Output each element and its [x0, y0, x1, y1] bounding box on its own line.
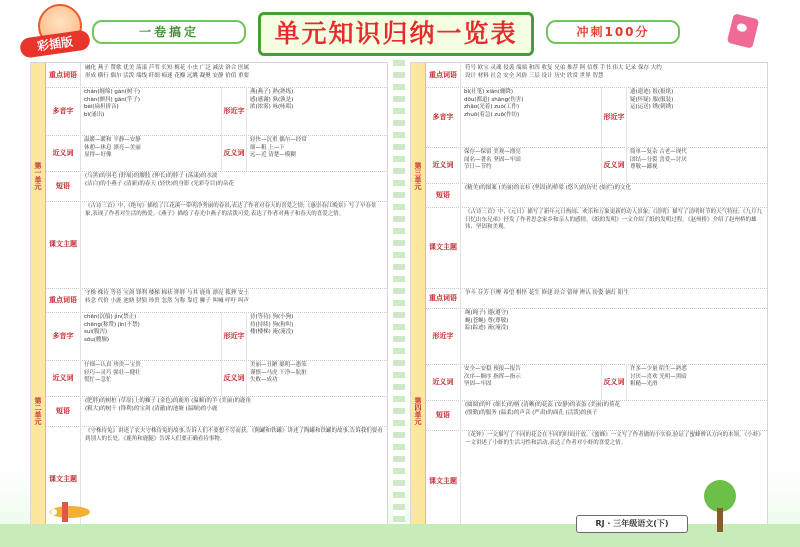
theme-content: 《古诗三首》中,《绝句》描绘了江花溪一带明净秀丽的春景,表达了作者对春天的喜爱之情;《惠崇春江晚景》写了早春景象,表现了作者对生活的热爱。《燕子》描绘了春光中燕子的活泼可爱,表达了作者对燕子和春天的喜爱之情。 — [85, 203, 377, 217]
polyphone-content: chěn(沉船) jìn(禁止) chēng(称赞) jīn(不禁) suì(腹泻) sōu(艘舰) — [84, 314, 140, 343]
phrase-content: (乌黑)的羽毛 (舒展)的腰肢 (伸长)的脖子 (荡漾)的水波 (洁白)的小燕子 (清新)的春天 (轻快)的身影 (光彩夺目)的杂花 — [85, 173, 234, 187]
unit-tab: 第二单元 — [31, 288, 46, 533]
slogan-left: 一卷搞定 — [92, 20, 246, 44]
row-label: 课文主题 — [46, 426, 81, 533]
table-row — [426, 308, 767, 365]
row-label: 多音字 — [46, 87, 81, 135]
unit-tab: 第一单元 — [31, 63, 46, 288]
row-label: 课文主题 — [426, 430, 461, 533]
plane-icon — [40, 500, 100, 524]
key-words: 守株 株待 等待 宝剑 锋利 楼梯 棉袄 胖胖 与其 鹿角 漂亮 狐狸 安土 转念 代价 小鹿 池塘 豺狼 珍贵 忽然 匀称 靠近 狮子 叫喊 呼吁 叫声 — [85, 290, 249, 304]
row-label: 短语 — [46, 171, 81, 201]
row-label: 重点词语 — [426, 63, 461, 87]
phrase-content: (圆圆)的叶 (细长)的柄 (清晰)的花蕊 (安静)的表蛋 (美丽)的荷花 (殷勤)的服务 (温柔)的声音 (严肃)的面孔 (活泼)的孩子 — [465, 402, 620, 416]
book-icon — [727, 13, 759, 48]
antonym-content: 轻快—沉重 偶尔—经常 细—粗 上—下 远—近 清楚—模糊 — [250, 137, 307, 158]
table-row — [426, 63, 767, 88]
sub-label: 反义词 — [221, 135, 247, 171]
similar-char-content: 燕(燕子) 熟(熟练) 感(感谢) 孰(孰是) 浓(浓雾) 咏(咏唱) — [250, 89, 294, 110]
slogan-right: 冲刺100分 — [546, 20, 680, 44]
row-label: 多音字 — [46, 312, 81, 360]
table-row — [426, 183, 767, 208]
polyphone-content: bǐ(社笔) xiān(骤降) dōu(都道) shāng(伤害) zhāo(光着) zuò(工作) zhuō(着急) zuō(作坊) — [464, 89, 524, 118]
row-label: 重点词语 — [46, 288, 81, 312]
key-words: 融化 燕子 赞歌 优美 荡漾 芦苇 长短 梅花 小虫 广泛 减法 洛合 医属 形成 横行 偶尔 活泼 端线 纤细 痴迷 花瓣 远眺 凝聚 安静 价值 重要 — [85, 65, 249, 79]
page-title: 单元知识归纳一览表 — [258, 12, 534, 56]
table-row — [426, 288, 767, 309]
row-label: 课文主题 — [426, 207, 461, 288]
right-page — [410, 62, 768, 534]
theme-content: 《古诗三首》中,《元日》描写了新年元日热闹、欢乐和万象更新的动人景象;《清明》描写了清明时节的天气特征;《九月九日忆山东兄弟》抒发了作者思念家乡和亲人的感情。《纸的发明》一文介绍了纸的发明过程。《赵州桥》介绍了赵州桥的雄伟、坚固和美观。 — [465, 209, 762, 230]
unit-tab: 第四单元 — [411, 288, 426, 533]
table-row — [46, 201, 387, 289]
row-label: 近义词 — [46, 135, 81, 171]
table-row — [426, 87, 767, 148]
key-words: 争斗 芬芳 巨鲤 希望 棋怪 花生 修建 经合 留辩 辨认 纷姿 辆灯 阳生 — [465, 290, 629, 296]
table-row — [426, 364, 767, 401]
sub-label: 反义词 — [601, 147, 627, 183]
row-label: 重点词语 — [46, 63, 81, 87]
row-label: 近义词 — [46, 360, 81, 396]
synonym-content: 保存—保留 美观—漂亮 闻名—著名 坚固—牢固 节日—节约 — [464, 149, 521, 170]
brand-badge — [20, 4, 90, 56]
synonym-content: 安全—安稳 预报—报告 次序—顺序 指挥—指示 坚固—牢固 — [464, 366, 521, 387]
tree-icon — [700, 478, 740, 534]
table-row — [426, 400, 767, 431]
phrase-content: (精美)的图案 (美丽)的衣衫 (坚固)的桥梁 (悠久)的历史 (灿烂)的文化 — [465, 185, 631, 191]
similar-char-content: 遗(遗迹) 报(报纸) 疑(怀疑) 服(服装) 运(运送) 绣(刺绣) — [630, 89, 674, 110]
table-row — [46, 360, 387, 397]
table-row — [46, 396, 387, 427]
sub-label: 形近字 — [221, 312, 247, 360]
row-label: 近义词 — [426, 147, 461, 183]
sub-label: 反义词 — [601, 364, 627, 400]
synonym-content: 仔细—认真 珍贵—宝贵 轻巧—灵巧 强壮—健壮 慌忙—急忙 — [84, 362, 141, 383]
row-label: 形近字 — [426, 308, 461, 364]
similar-char-content: 绳(绳子) 遵(遵守) 蝇(苍蝇) 尊(尊敬) 踪(踪迹) 淹(淹没) — [465, 310, 509, 331]
table-row — [46, 135, 387, 172]
theme-content: 《守株待兔》讲述了农夫守株待兔的故事,告诉人们不要想不劳而获。《陶罐和铁罐》讲述了陶罐和铁罐的故事,告诉我们要看到别人的长处。《鹿角和鹿腿》告诉人们要正确看待事物。 — [85, 428, 383, 442]
synonym-content: 温暖—暖和 平静—安静 休憩—休息 漂亮—美丽 显得—好像 — [84, 137, 141, 158]
sub-label: 形近字 — [601, 87, 627, 147]
table-row — [46, 312, 387, 361]
sub-label: 反义词 — [221, 360, 247, 396]
table-row — [46, 63, 387, 88]
polyphone-content: chán(缠绵) gàn(树干) chàn(颤抖) gān(竿子) bèi(扁担拼音) bì(涌出) — [84, 89, 141, 118]
table-row — [426, 147, 767, 184]
antonym-content: 美丽—丑陋 聪明—愚笨 谨慎—马虎 干净—肮脏 失败—成功 — [250, 362, 307, 383]
table-row — [46, 288, 387, 313]
row-label: 短语 — [46, 396, 81, 426]
table-row — [46, 171, 387, 202]
row-label: 重点词语 — [426, 288, 461, 308]
similar-char-content: 待(等待) 狗(小狗) 持(持续) 狗(狗叫) 楼(楼梯) 淹(淹没) — [250, 314, 294, 335]
row-label: 课文主题 — [46, 201, 81, 288]
center-spine — [393, 60, 405, 532]
key-words: 符号 欧宝 灵魂 侵袭 端端 和四 收复 兄弟 推荐 阿 信尊 手书 伟大 记录 保存 大约 设计 材料 社会 安全 风俗 三层 设计 历史 欣赏 世界 智慧 — [465, 65, 662, 79]
grade-tag: RJ · 三年级语文(下) — [576, 515, 688, 533]
table-row — [46, 87, 387, 136]
theme-content: 《花钟》一文描写了不同的花会在不同的时间开放。《蜜蜂》一文写了作者做的小实验,验证了蜜蜂辨认方向的本领。《小虾》一文讲述了小虾的生活习性和活动,表达了作者对小虾的喜爱之情。 — [465, 432, 762, 446]
antonym-content: 许多—少量 陌生—熟悉 讨厌—喜欢 光明—黑暗 粗糙—光滑 — [630, 366, 687, 387]
table-row — [426, 207, 767, 289]
antonym-content: 简单—复杂 古老—现代 团结—分裂 喜爱—讨厌 尊敬—鄙视 — [630, 149, 687, 170]
row-label: 近义词 — [426, 364, 461, 400]
left-page — [30, 62, 388, 534]
row-label: 短语 — [426, 183, 461, 207]
sub-label: 形近字 — [221, 87, 247, 135]
row-label: 多音字 — [426, 87, 461, 147]
badge-label: 彩插版 — [19, 29, 91, 59]
phrase-content: (肥胖)的树桩 (草原)上的狮子 (金色)的鹿角 (温顺)的羊 (美丽)的鹿角 (粗大)的树干 (锋利)的宝剑 (清澈)的池塘 (温顺)的小鹿 — [85, 398, 251, 412]
row-label: 短语 — [426, 400, 461, 430]
unit-tab: 第三单元 — [411, 63, 426, 288]
